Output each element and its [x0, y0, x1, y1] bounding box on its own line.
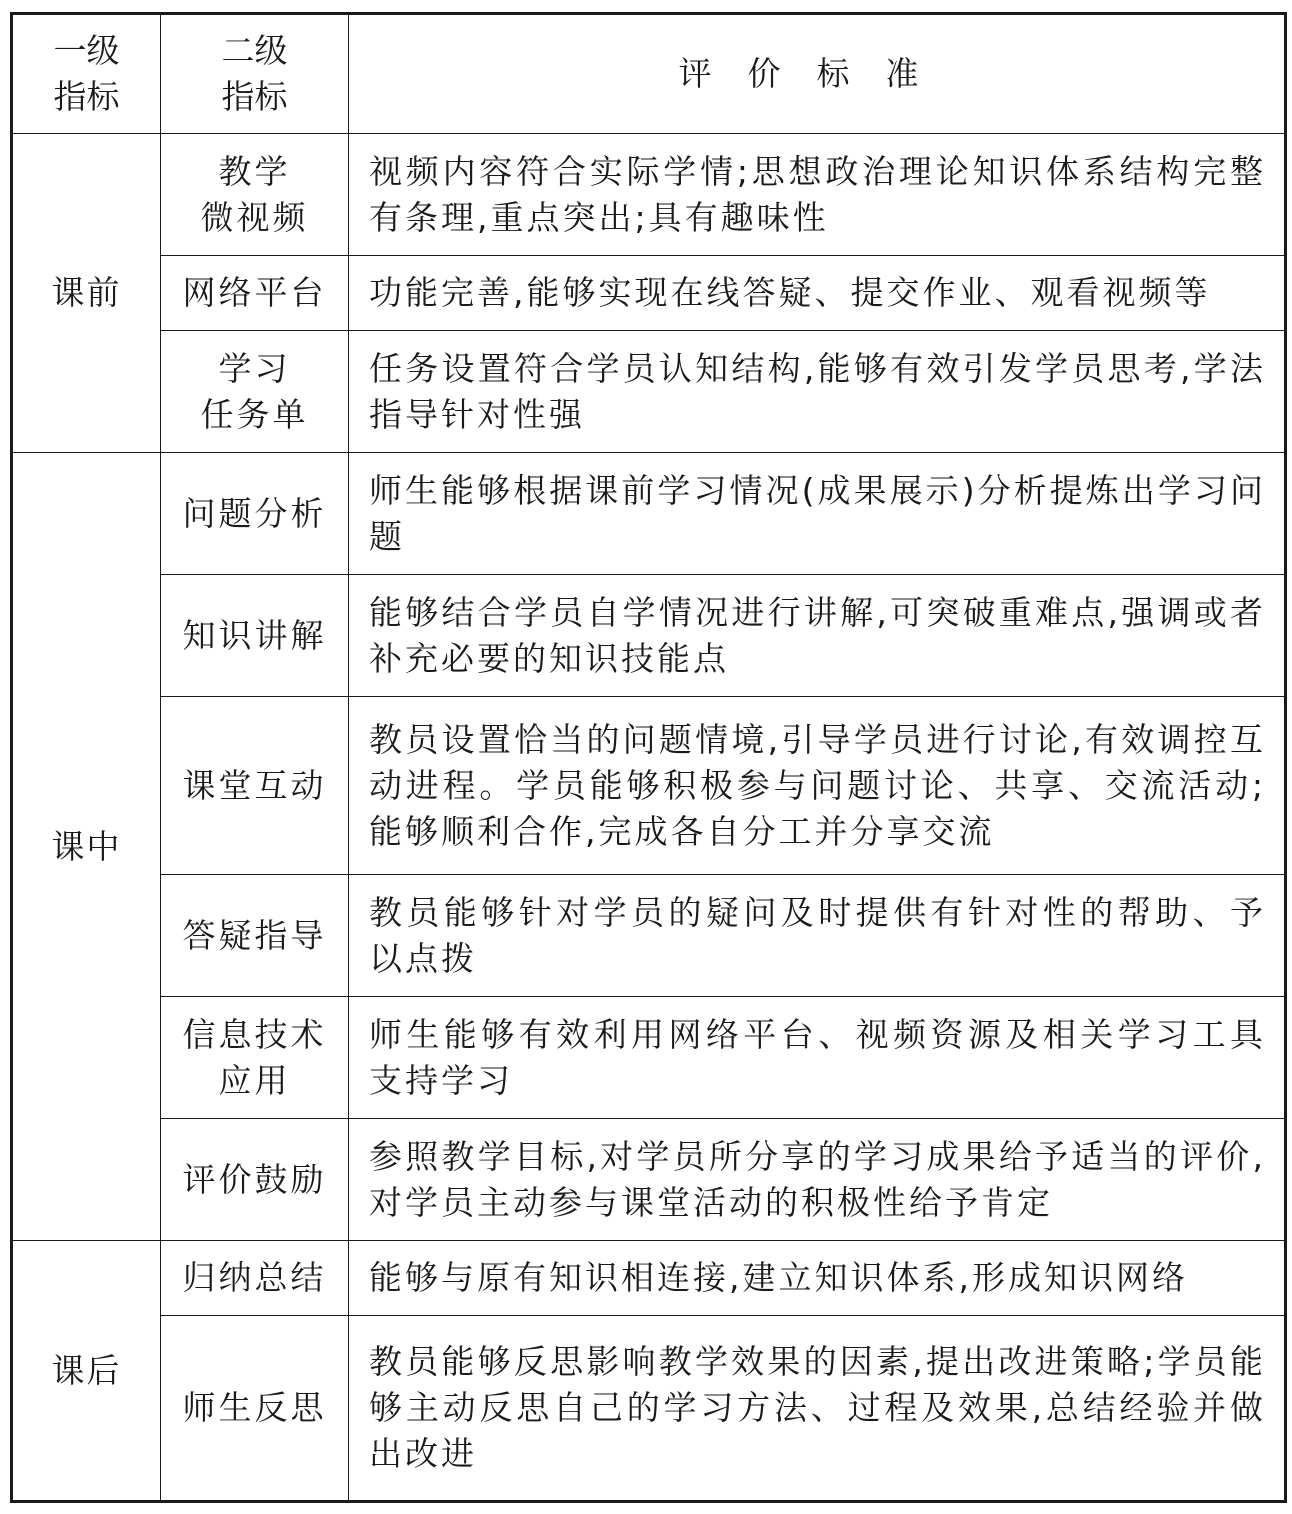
criteria-cell: 师生能够根据课前学习情况(成果展示)分析提炼出学习问题	[349, 453, 1286, 575]
table-row	[12, 256, 1286, 331]
level2-cell	[161, 331, 349, 453]
table-row	[12, 1316, 1286, 1502]
criteria-cell: 师生能够有效利用网络平台、视频资源及相关学习工具支持学习	[349, 997, 1286, 1119]
table-row	[12, 575, 1286, 697]
criteria-cell: 教员能够针对学员的疑问及时提供有针对性的帮助、予以点拨	[349, 875, 1286, 997]
criteria-cell: 能够结合学员自学情况进行讲解,可突破重难点,强调或者补充必要的知识技能点	[349, 575, 1286, 697]
header-level2	[161, 14, 349, 134]
level2-cell: 网络平台	[161, 256, 349, 331]
level2-cell: 问题分析	[161, 453, 349, 575]
table-row	[12, 1119, 1286, 1241]
header-level2-line: 二级	[221, 31, 288, 70]
table-row	[12, 134, 1286, 256]
level2-cell: 归纳总结	[161, 1241, 349, 1316]
level2-cell	[161, 997, 349, 1119]
evaluation-table	[10, 12, 1287, 1503]
criteria-cell: 教员设置恰当的问题情境,引导学员进行讨论,有效调控互动进程。学员能够积极参与问题讨论、共享、交流活动;能够顺利合作,完成各自分工并分享交流	[349, 697, 1286, 875]
criteria-cell: 参照教学目标,对学员所分享的学习成果给予适当的评价,对学员主动参与课堂活动的积极性给予肯定	[349, 1119, 1286, 1241]
criteria-cell: 能够与原有知识相连接,建立知识体系,形成知识网络	[349, 1241, 1286, 1316]
level2-cell: 答疑指导	[161, 875, 349, 997]
level2-line: 信息技术	[182, 1014, 327, 1054]
level2-line: 微视频	[200, 197, 309, 237]
criteria-cell: 教员能够反思影响教学效果的因素,提出改进策略;学员能够主动反思自己的学习方法、过程及效果,总结经验并做出改进	[349, 1316, 1286, 1502]
header-criteria: 评价标准	[349, 14, 1286, 134]
level2-cell: 知识讲解	[161, 575, 349, 697]
level2-line: 教学	[218, 151, 291, 191]
table-row	[12, 997, 1286, 1119]
level1-cell: 课后	[12, 1241, 161, 1502]
level2-cell: 师生反思	[161, 1316, 349, 1502]
table-row	[12, 875, 1286, 997]
level2-cell	[161, 134, 349, 256]
header-level1	[12, 14, 161, 134]
criteria-cell: 任务设置符合学员认知结构,能够有效引发学员思考,学法指导针对性强	[349, 331, 1286, 453]
level2-line: 应用	[218, 1060, 291, 1100]
header-level1-line: 一级	[53, 31, 120, 70]
level1-cell: 课前	[12, 134, 161, 453]
level2-line: 任务单	[200, 394, 309, 434]
table-row	[12, 453, 1286, 575]
level2-cell: 评价鼓励	[161, 1119, 349, 1241]
header-level2-line: 指标	[221, 77, 288, 116]
table-row	[12, 1241, 1286, 1316]
level2-line: 学习	[218, 348, 291, 388]
criteria-cell: 视频内容符合实际学情;思想政治理论知识体系结构完整有条理,重点突出;具有趣味性	[349, 134, 1286, 256]
table-row	[12, 697, 1286, 875]
level2-cell: 课堂互动	[161, 697, 349, 875]
header-level1-line: 指标	[53, 77, 120, 116]
criteria-cell: 功能完善,能够实现在线答疑、提交作业、观看视频等	[349, 256, 1286, 331]
header-row	[12, 14, 1286, 134]
table-row	[12, 331, 1286, 453]
level1-cell: 课中	[12, 453, 161, 1241]
